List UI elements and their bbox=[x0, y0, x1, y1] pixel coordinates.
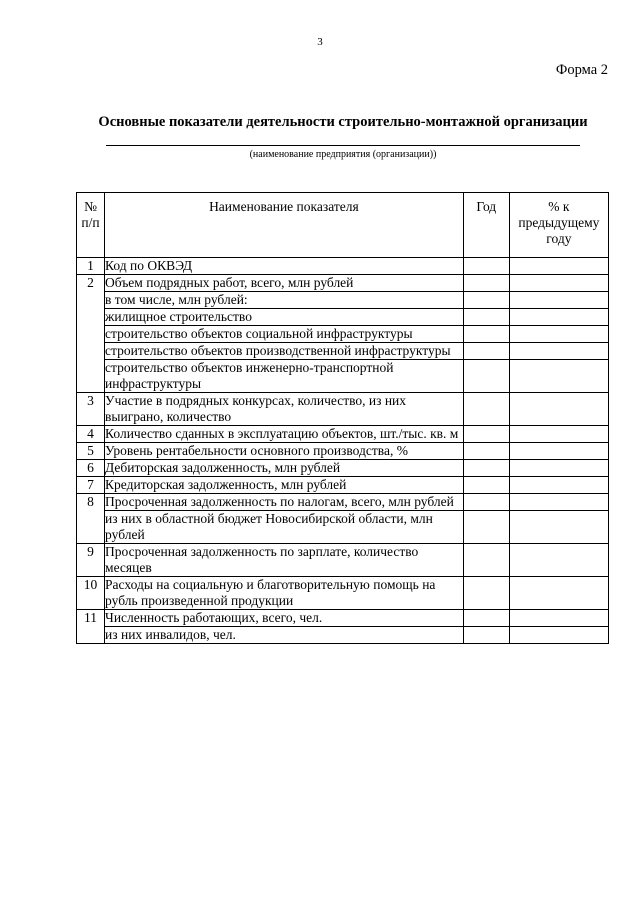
percent-cell[interactable] bbox=[509, 343, 608, 360]
indicators-table bbox=[76, 192, 609, 644]
table-row bbox=[77, 610, 609, 627]
row-name: строительство объектов инженерно-транспортной инфраструктуры bbox=[105, 360, 464, 393]
year-cell[interactable] bbox=[463, 360, 509, 393]
organization-name-line bbox=[106, 145, 580, 146]
percent-cell[interactable] bbox=[509, 393, 608, 426]
percent-cell[interactable] bbox=[509, 477, 608, 494]
row-number: 4 bbox=[77, 426, 105, 443]
table-row bbox=[77, 309, 609, 326]
percent-cell[interactable] bbox=[509, 258, 608, 275]
table-row bbox=[77, 343, 609, 360]
row-name: Кредиторская задолженность, млн рублей bbox=[105, 477, 464, 494]
form-label: Форма 2 bbox=[555, 62, 608, 78]
table-row bbox=[77, 494, 609, 511]
row-name: Дебиторская задолженность, млн рублей bbox=[105, 460, 464, 477]
header-percent: % к предыдущему году bbox=[509, 193, 608, 258]
header-year: Год bbox=[463, 193, 509, 258]
row-number: 11 bbox=[77, 610, 105, 644]
percent-cell[interactable] bbox=[509, 426, 608, 443]
table-row bbox=[77, 360, 609, 393]
percent-cell[interactable] bbox=[509, 627, 608, 644]
year-cell[interactable] bbox=[463, 275, 509, 292]
year-cell[interactable] bbox=[463, 477, 509, 494]
year-cell[interactable] bbox=[463, 511, 509, 544]
table-row bbox=[77, 577, 609, 610]
row-name: Расходы на социальную и благотворительную помощь на рубль произведенной продукции bbox=[105, 577, 464, 610]
table-row bbox=[77, 443, 609, 460]
document-title: Основные показатели деятельности строительно-монтажной организации bbox=[98, 114, 588, 130]
table-row bbox=[77, 275, 609, 292]
year-cell[interactable] bbox=[463, 326, 509, 343]
row-name: Объем подрядных работ, всего, млн рублей bbox=[105, 275, 464, 292]
row-name: из них в областной бюджет Новосибирской области, млн рублей bbox=[105, 511, 464, 544]
organization-caption: (наименование предприятия (организации)) bbox=[249, 149, 437, 160]
year-cell[interactable] bbox=[463, 577, 509, 610]
table-row bbox=[77, 258, 609, 275]
row-number: 7 bbox=[77, 477, 105, 494]
percent-cell[interactable] bbox=[509, 326, 608, 343]
row-name: Просроченная задолженность по налогам, всего, млн рублей bbox=[105, 494, 464, 511]
page-number: 3 bbox=[317, 36, 323, 48]
year-cell[interactable] bbox=[463, 443, 509, 460]
percent-cell[interactable] bbox=[509, 360, 608, 393]
year-cell[interactable] bbox=[463, 343, 509, 360]
percent-cell[interactable] bbox=[509, 443, 608, 460]
year-cell[interactable] bbox=[463, 544, 509, 577]
row-name: в том числе, млн рублей: bbox=[105, 292, 464, 309]
row-number: 2 bbox=[77, 275, 105, 393]
row-number: 6 bbox=[77, 460, 105, 477]
table-row bbox=[77, 426, 609, 443]
row-number: 1 bbox=[77, 258, 105, 275]
percent-cell[interactable] bbox=[509, 511, 608, 544]
row-name: из них инвалидов, чел. bbox=[105, 627, 464, 644]
year-cell[interactable] bbox=[463, 393, 509, 426]
row-name: строительство объектов социальной инфраструктуры bbox=[105, 326, 464, 343]
header-number: № п/п bbox=[77, 193, 105, 258]
table-row bbox=[77, 544, 609, 577]
row-name: Просроченная задолженность по зарплате, количество месяцев bbox=[105, 544, 464, 577]
percent-cell[interactable] bbox=[509, 494, 608, 511]
row-name: Уровень рентабельности основного производства, % bbox=[105, 443, 464, 460]
row-number: 9 bbox=[77, 544, 105, 577]
table-row bbox=[77, 326, 609, 343]
table-row bbox=[77, 393, 609, 426]
year-cell[interactable] bbox=[463, 309, 509, 326]
percent-cell[interactable] bbox=[509, 309, 608, 326]
year-cell[interactable] bbox=[463, 460, 509, 477]
percent-cell[interactable] bbox=[509, 460, 608, 477]
row-number: 8 bbox=[77, 494, 105, 544]
percent-cell[interactable] bbox=[509, 610, 608, 627]
row-number: 5 bbox=[77, 443, 105, 460]
row-name: жилищное строительство bbox=[105, 309, 464, 326]
row-number: 10 bbox=[77, 577, 105, 610]
table-header-row bbox=[77, 193, 609, 258]
year-cell[interactable] bbox=[463, 426, 509, 443]
percent-cell[interactable] bbox=[509, 292, 608, 309]
row-name: Код по ОКВЭД bbox=[105, 258, 464, 275]
header-name: Наименование показателя bbox=[105, 193, 464, 258]
year-cell[interactable] bbox=[463, 258, 509, 275]
year-cell[interactable] bbox=[463, 292, 509, 309]
row-name: Участие в подрядных конкурсах, количество, из них выиграно, количество bbox=[105, 393, 464, 426]
percent-cell[interactable] bbox=[509, 544, 608, 577]
percent-cell[interactable] bbox=[509, 577, 608, 610]
table-row bbox=[77, 627, 609, 644]
year-cell[interactable] bbox=[463, 610, 509, 627]
year-cell[interactable] bbox=[463, 494, 509, 511]
table-row bbox=[77, 292, 609, 309]
row-number: 3 bbox=[77, 393, 105, 426]
year-cell[interactable] bbox=[463, 627, 509, 644]
row-name: Количество сданных в эксплуатацию объектов, шт./тыс. кв. м bbox=[105, 426, 464, 443]
percent-cell[interactable] bbox=[509, 275, 608, 292]
table-row bbox=[77, 460, 609, 477]
table-row bbox=[77, 477, 609, 494]
row-name: Численность работающих, всего, чел. bbox=[105, 610, 464, 627]
row-name: строительство объектов производственной инфраструктуры bbox=[105, 343, 464, 360]
table-row bbox=[77, 511, 609, 544]
